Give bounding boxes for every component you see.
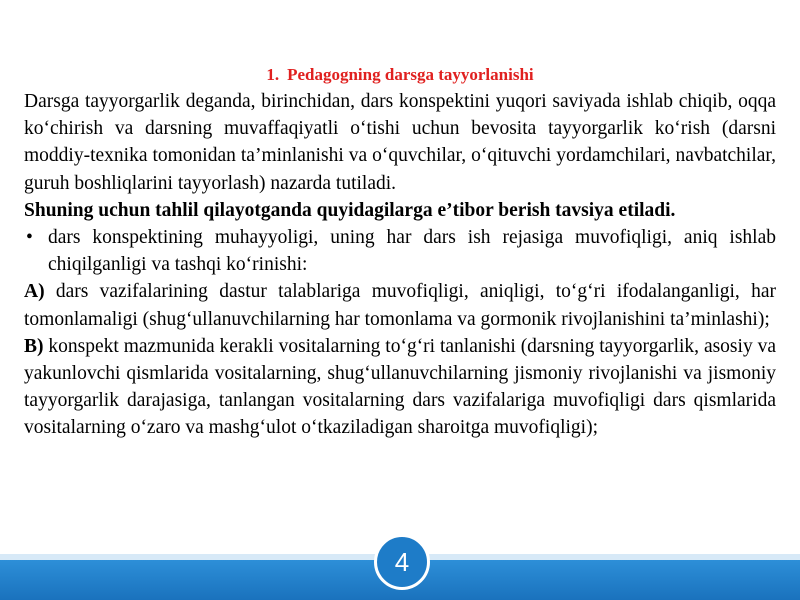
item-a-text: dars vazifalarining dastur talablariga muvofiqligi, aniqligi, to‘g‘ri ifodalanganligi, har tomonlamaligi (shug‘ullanuvchilarning har tomonlama va gormonik rivojlanishini ta’minlashi); bbox=[24, 281, 776, 330]
slide-heading bbox=[0, 65, 800, 85]
bullet-item bbox=[24, 224, 776, 278]
item-b-marker: B) bbox=[24, 335, 44, 357]
item-a-marker: A) bbox=[24, 281, 45, 303]
bullet-dot-icon: • bbox=[26, 227, 33, 249]
item-b bbox=[24, 333, 776, 442]
page-number-badge: 4 bbox=[374, 534, 430, 590]
bullet-text: dars konspektining muhayyoligi, uning har dars ish rejasiga muvofiqligi, aniq ishlab chiqilganligi va tashqi ko‘rinishi: bbox=[48, 227, 776, 276]
item-a bbox=[24, 278, 776, 332]
slide-content bbox=[24, 88, 776, 442]
bold-statement: Shuning uchun tahlil qilayotganda quyidagilarga e’tibor berish tavsiya etiladi. bbox=[24, 199, 676, 221]
heading-title: Pedagogning darsga tayyorlanishi bbox=[287, 65, 534, 84]
intro-paragraph: Darsga tayyorgarlik deganda, birinchidan, dars konspektini yuqori saviyada ishlab chiqib, oqqa ko‘chirish va darsning muvaffaqiyatli o‘tishi uchun bevosita tayyorgarlik ko‘rish (darsni moddiy-texnika tomonidan ta’minlanishi va o‘quvchilar, o‘qituvchi yordamchilari, navbatchilar, guruh boshliqlarini tayyorlash) nazarda tutiladi. bbox=[24, 91, 776, 194]
heading-number: 1. bbox=[266, 65, 280, 84]
item-b-text: konspekt mazmunida kerakli vositalarning to‘g‘ri tanlanishi (darsning tayyorgarlik, asosiy va yakunlovchi qismlarida vositalarning, shug‘ullanuvchilarning jismoniy rivojlanishi va jismoniy tayyorgarlik darajasiga, tanlangan vositalarning dars vazifalariga muvofiqligi dars qismlarida vositalarning o‘zaro va mashg‘ulot o‘tkaziladigan sharoitga muvofiqligi); bbox=[24, 335, 776, 439]
